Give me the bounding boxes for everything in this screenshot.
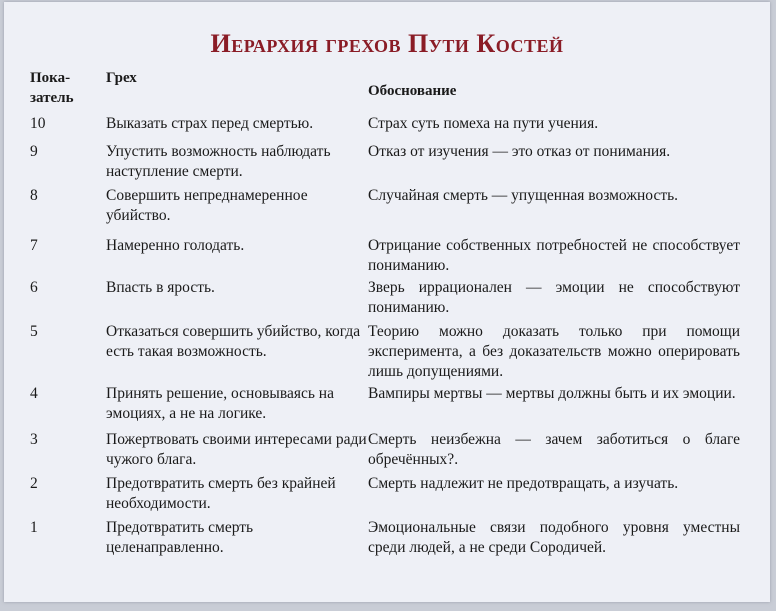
table-row [30, 142, 740, 186]
cell-sin: Принять решение, основываясь на эмоциях, а не на логике. [106, 385, 334, 422]
cell-sin: Предотвратить смерть целенаправленно. [106, 519, 254, 556]
sins-table [30, 68, 740, 562]
cell-rating: 9 [30, 143, 38, 160]
cell-rating: 8 [30, 187, 38, 204]
cell-rationale: Зверь иррационален — эмоции не способствуют пониманию. [368, 279, 740, 316]
table-row [30, 474, 740, 518]
cell-rationale: Случайная смерть — упущенная возможность. [368, 187, 679, 204]
cell-sin: Впасть в ярость. [106, 279, 215, 296]
cell-rating: 2 [30, 475, 38, 492]
header-sin: Грех [106, 70, 137, 86]
table-row [30, 186, 740, 236]
table-row [30, 278, 740, 322]
cell-sin: Намеренно голодать. [106, 237, 245, 254]
cell-rationale: Теорию можно доказать только при помощи эксперимента, а без доказательств можно оперировать лишь допущениями. [368, 323, 740, 380]
cell-sin: Совершить непреднамеренное убийство. [106, 187, 308, 224]
cell-rationale: Смерть неизбежна — зачем заботиться о благе обречённых?. [368, 431, 740, 468]
cell-rationale: Вампиры мертвы — мертвы должны быть и их эмоции. [368, 385, 736, 402]
cell-sin: Отказаться совершить убийство, когда есть такая возможность. [106, 323, 361, 360]
cell-rating: 10 [30, 115, 46, 132]
cell-rationale: Смерть надлежит не предотвращать, а изучать. [368, 475, 679, 492]
table-row [30, 114, 740, 142]
document-page [4, 2, 770, 602]
page-title: Иерархия грехов Пути Костей [210, 29, 564, 58]
cell-rating: 7 [30, 237, 38, 254]
cell-rating: 1 [30, 519, 38, 536]
cell-rating: 6 [30, 279, 38, 296]
cell-sin: Выказать страх перед смертью. [106, 115, 314, 132]
table-row [30, 322, 740, 384]
table-row [30, 384, 740, 430]
cell-sin: Упустить возможность наблюдать наступление смерти. [106, 143, 331, 180]
cell-rating: 4 [30, 385, 38, 402]
cell-sin: Предотвратить смерть без крайней необходимости. [106, 475, 336, 512]
cell-rationale: Отрицание собственных потребностей не способствует пониманию. [368, 237, 740, 274]
table-row [30, 236, 740, 278]
cell-sin: Пожертвовать своими интересами ради чужого блага. [106, 431, 367, 468]
table-header-row [30, 68, 740, 114]
table-row [30, 518, 740, 562]
cell-rationale: Страх суть помеха на пути учения. [368, 115, 599, 132]
header-rationale: Обоснование [368, 83, 457, 99]
cell-rating: 5 [30, 323, 38, 340]
cell-rationale: Отказ от изучения — это отказ от понимания. [368, 143, 671, 160]
cell-rationale: Эмоциональные связи подобного уровня уместны среди людей, а не среди Сородичей. [368, 519, 740, 556]
table-row [30, 430, 740, 474]
header-rating: Пока- затель [30, 70, 74, 106]
cell-rating: 3 [30, 431, 38, 448]
